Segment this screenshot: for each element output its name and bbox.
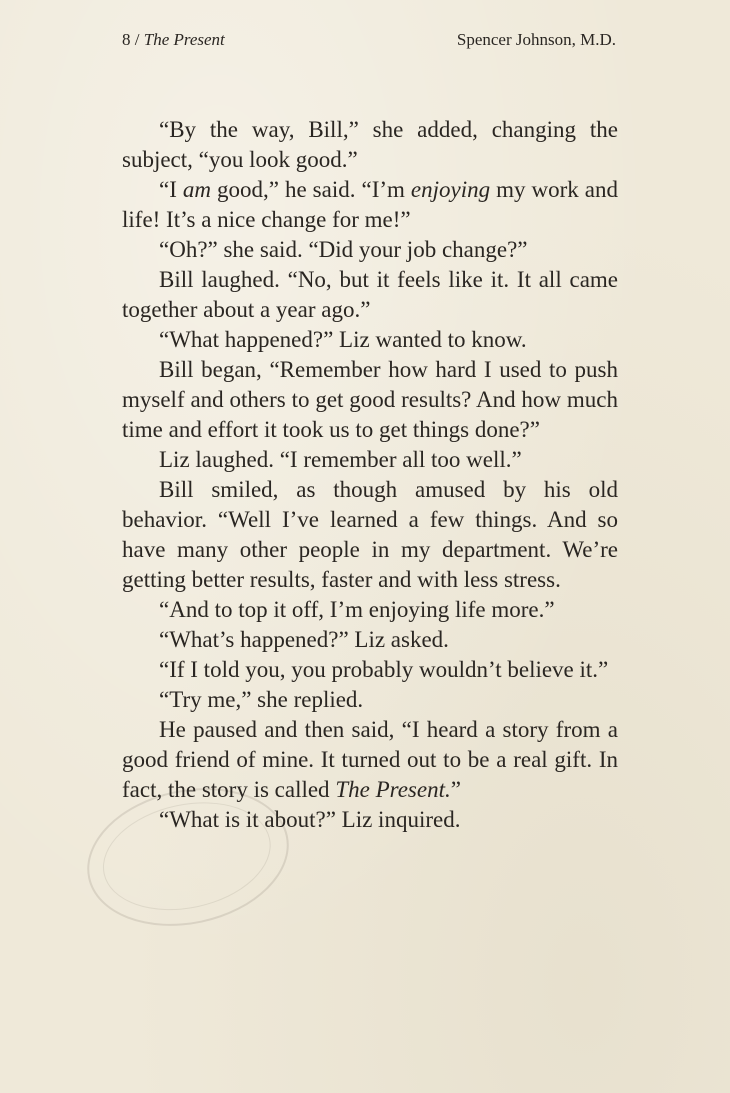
paragraph-8 [122,475,618,595]
paragraph-text: He paused and then said, “I heard a story from a good friend of mine. It turned out to be a real gift. In fact, the story is called [122,717,618,802]
paragraph-12 [122,685,618,715]
paragraph-text: Bill smiled, as though amused by his old behavior. “Well I’ve learned a few things. And so have many other people in my department. We’re getting better results, faster and with less stress. [122,477,618,592]
paragraph-text: “What’s happened?” Liz asked. [159,627,449,652]
page-number: 8 [122,30,131,49]
paragraph-9 [122,595,618,625]
emphasis-the-present: The Present. [335,777,451,802]
emphasis-am: am [182,177,211,202]
paragraph-7 [122,445,618,475]
paragraph-text: ” [450,777,461,802]
header-left [122,30,225,50]
paragraph-2 [122,175,618,235]
paragraph-text: “Try me,” she replied. [159,687,364,712]
paragraph-text: “If I told you, you probably wouldn’t believe it.” [159,657,609,682]
author-name: Spencer Johnson, M.D. [456,30,616,49]
paragraph-1 [122,115,618,175]
book-title: The Present [143,30,225,49]
paragraph-text: Bill laughed. “No, but it feels like it. It all came together about a year ago.” [122,267,618,322]
paragraph-text: “I [159,177,183,202]
paragraph-4 [122,265,618,325]
paragraph-text: Bill began, “Remember how hard I used to push myself and others to get good results? And how much time and effort it took us to get things done?” [122,357,618,442]
paragraph-3 [122,235,618,265]
paragraph-text: good,” he said. “I’m [211,177,411,202]
running-header [122,30,616,52]
paragraph-text: “And to top it off, I’m enjoying life more.” [159,597,555,622]
body-text [122,115,618,835]
paragraph-text: “What happened?” Liz wanted to know. [159,327,527,352]
paragraph-10 [122,625,618,655]
emphasis-enjoying: enjoying [410,177,491,202]
paragraph-text: my work and life! It’s a nice change for me!” [122,177,618,232]
paragraph-13 [122,715,618,805]
paragraph-text: Liz laughed. “I remember all too well.” [159,447,522,472]
paragraph-text: “What is it about?” Liz inquired. [159,807,461,832]
paragraph-11 [122,655,618,685]
paragraph-text: “Oh?” she said. “Did your job change?” [159,237,528,262]
paragraph-5 [122,325,618,355]
header-separator: / [130,30,144,49]
paragraph-text: “By the way, Bill,” she added, changing the subject, “you look good.” [122,117,618,172]
paragraph-14 [122,805,618,835]
paragraph-6 [122,355,618,445]
